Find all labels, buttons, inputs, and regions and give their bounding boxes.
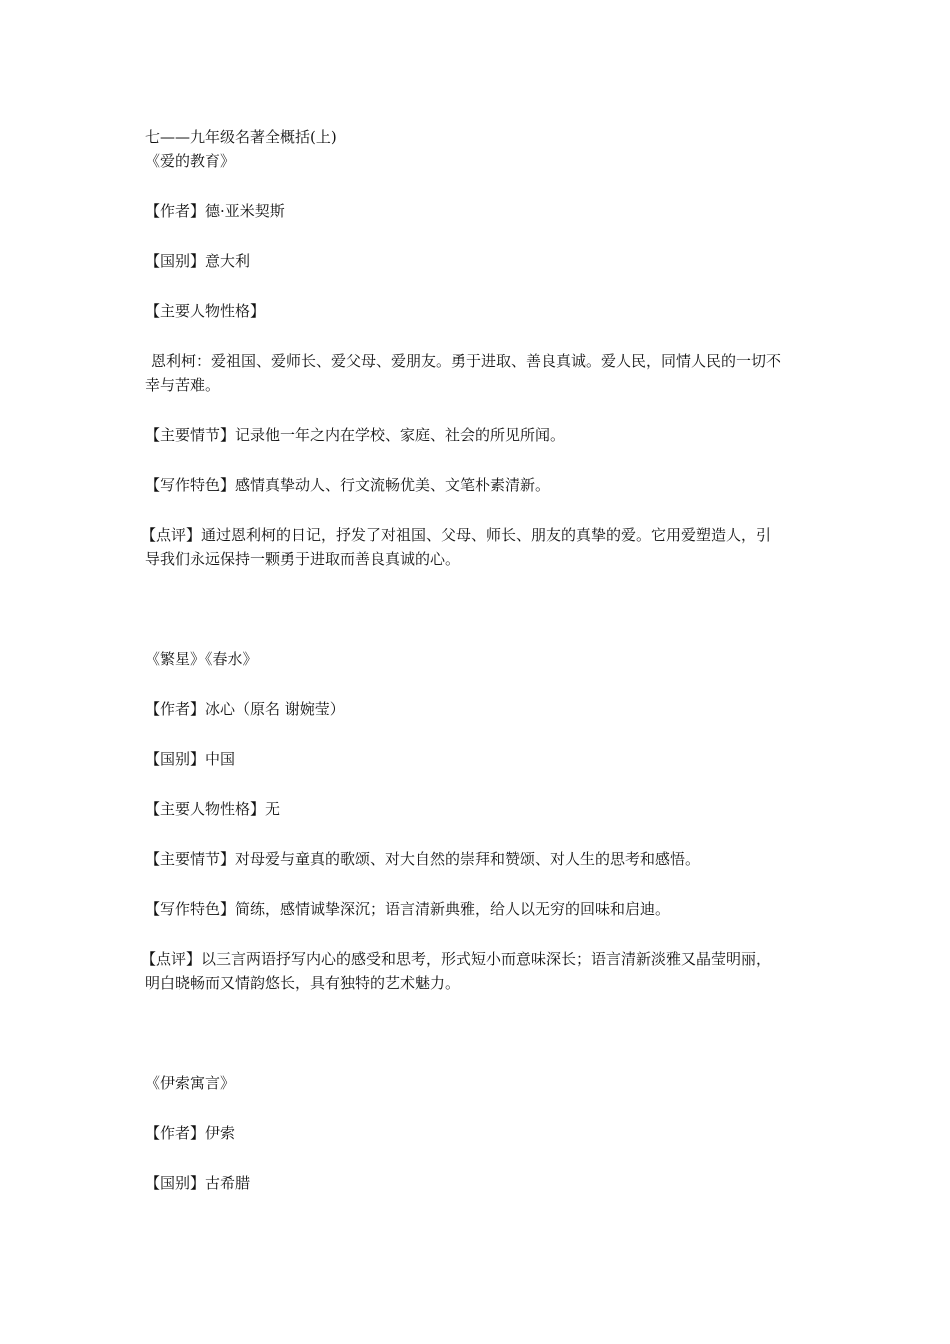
book-title-2: 《繁星》《春水》 — [145, 650, 258, 668]
style-line-1: 【写作特色】感情真挚动人、行文流畅优美、文笔朴素清新。 — [145, 476, 551, 494]
style-line-2: 【写作特色】简练，感情诚挚深沉；语言清新典雅，给人以无穷的回味和启迪。 — [145, 900, 671, 918]
author-line-3: 【作者】伊索 — [145, 1124, 236, 1142]
characters-text-1a: 恩利柯：爱祖国、爱师长、爱父母、爱朋友。勇于进取、善良真诚。爱人民，同情人民的一切不 — [151, 352, 782, 370]
review-text-2a: 【点评】以三言两语抒写内心的感受和思考，形式短小而意味深长；语言清新淡雅又晶莹明丽， — [141, 950, 772, 968]
country-line-2: 【国别】中国 — [145, 750, 236, 768]
country-line-3: 【国别】古希腊 — [145, 1174, 251, 1192]
review-text-2b: 明白晓畅而又情韵悠长，具有独特的艺术魅力。 — [145, 974, 461, 992]
country-line-1: 【国别】意大利 — [145, 252, 251, 270]
review-text-1a: 【点评】通过恩利柯的日记，抒发了对祖国、父母、师长、朋友的真挚的爱。它用爱塑造人，引 — [141, 526, 772, 544]
book-title-3: 《伊索寓言》 — [145, 1074, 236, 1092]
author-line-1: 【作者】德·亚米契斯 — [145, 202, 285, 220]
characters-heading-1: 【主要人物性格】 — [145, 302, 266, 320]
author-line-2: 【作者】冰心（原名 谢婉莹） — [145, 700, 345, 718]
characters-line-2: 【主要人物性格】无 — [145, 800, 281, 818]
plot-line-1: 【主要情节】记录他一年之内在学校、家庭、社会的所见所闻。 — [145, 426, 566, 444]
plot-line-2: 【主要情节】对母爱与童真的歌颂、对大自然的崇拜和赞颂、对人生的思考和感悟。 — [145, 850, 701, 868]
book-title-1: 《爱的教育》 — [145, 152, 236, 170]
document-title: 七——九年级名著全概括(上) — [145, 128, 337, 146]
review-text-1b: 导我们永远保持一颗勇于进取而善良真诚的心。 — [145, 550, 461, 568]
characters-text-1b: 幸与苦难。 — [145, 376, 221, 394]
